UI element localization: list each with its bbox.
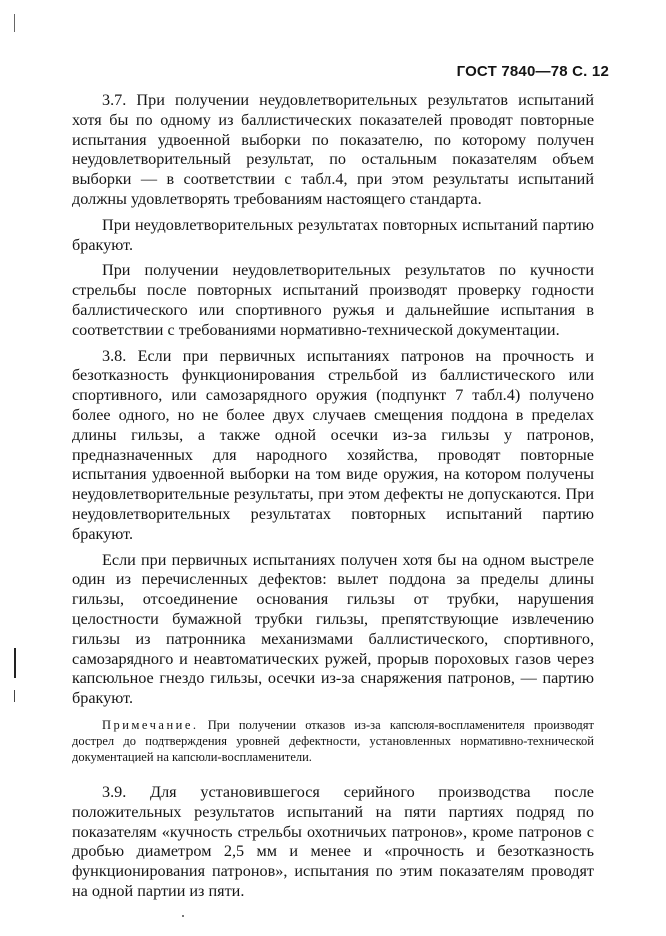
note-text: При получении отказов из-за капсюля-воспламенителя производят дострел до подтверждения уровней дефектности, установленных нормативно-технической документацией на капсюли-воспламенители. (72, 717, 595, 764)
note (72, 717, 594, 765)
paragraph-repeat-fail: При неудовлетворительных результатах повторных испытаний партию бракуют. (72, 215, 594, 254)
paragraph-3-9: 3.9. Для установившегося серийного производства после положительных результатов испытаний на пяти партиях подряд по показателям «кучность стрельбы охотничьих патронов», кроме патронов с дробью диаметром 2,5 мм и менее и «прочность и безотказность функционирования патронов», испытания по этим показателям проводят на одной партии из пяти. (72, 782, 594, 900)
paragraph-accuracy: При получении неудовлетворительных результатов по кучности стрельбы после повторных испытаний производят проверку годности баллистического или спортивного ружья и дальнейшие испытания в соответствии с требованиями нормативно-технической документации. (72, 261, 594, 339)
margin-mark-small (14, 690, 15, 702)
scan-speck (182, 915, 184, 917)
paragraph-3-7: 3.7. При получении неудовлетворительных результатов испытаний хотя бы по одному из баллистических показателей проводят повторные испытания удвоенной выборки по показателю, по которому получен неудовлетворительный результат, по остальным показателям объем выборки — в соответствии с табл.4, при этом результаты испытаний должны удовлетворять требованиям настоящего стандарта. (72, 91, 594, 208)
paragraph-3-8: 3.8. Если при первичных испытаниях патронов на прочность и безотказность функционирования стрельбой из баллистического или спортивного, или самозарядного оружия (подпункт 7 табл.4) получено более одного, но не более двух случаев смещения поддона в пределах длины гильзы, а также одной осечки из-за гильзы у патронов, предназначенных для народного хозяйства, проводят повторные испытания удвоенной выборки на том виде оружия, на котором получены неудовлетворительные результаты, при этом дефекты не допускаются. При неудовлетворительных результатах повторных испытаний партию бракуют. (72, 346, 594, 543)
paragraph-defects: Если при первичных испытаниях получен хотя бы на одном выстреле один из перечисленных дефектов: вылет поддона за пределы длины гильзы, отсоединение основания гильзы от трубки, нарушения целостности бумажной трубки гильзы, препятствующие извлечению гильзы из патронника механизмами баллистического, спортивного, самозарядного и неавтоматических ружей, прорыв пороховых газов через капсюльное гнездо гильзы, осечки из-за снаряжения патронов, — партию бракуют. (72, 550, 594, 708)
document-body (72, 91, 594, 908)
scan-mark (14, 14, 15, 32)
note-label: Примечание. (102, 717, 199, 732)
page-header: ГОСТ 7840—78 С. 12 (456, 63, 609, 80)
margin-mark (14, 648, 16, 678)
